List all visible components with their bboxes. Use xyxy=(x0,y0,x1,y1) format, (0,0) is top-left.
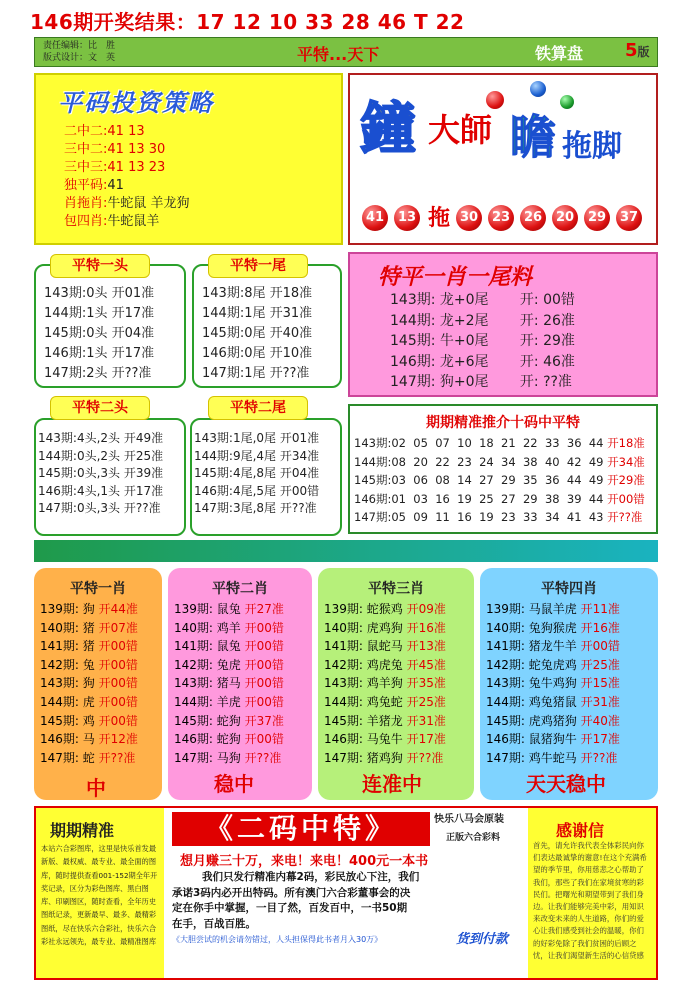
col-title: 平特二肖 xyxy=(212,581,268,597)
row: 139期: 狗 开44准 xyxy=(40,602,138,616)
row: 145期:4尾,8尾 开04准 xyxy=(194,466,320,480)
logo-decor-ball-red xyxy=(486,91,504,109)
row: 140期: 鸡羊 开00错 xyxy=(174,620,284,635)
row: 147期:0头,3头 开??准 xyxy=(38,501,161,515)
row: 147期:05 09 11 16 19 23 33 34 41 43 开??准 xyxy=(354,510,643,524)
row: 139期: 鼠兔 开27准 xyxy=(174,602,284,616)
bottom-ad-section xyxy=(34,806,658,980)
col-footer: 天天稳中 xyxy=(526,772,606,796)
strategy-row: 二中二:41 13 xyxy=(64,124,145,139)
row: 145期:0尾 开40准 xyxy=(202,326,313,341)
row: 144期: 龙+2尾 开: 26准 xyxy=(390,312,575,329)
row: 143期:8尾 开18准 xyxy=(202,286,313,301)
logo-ball: 13 xyxy=(394,205,420,231)
row: 147期:1尾 开??准 xyxy=(202,366,310,381)
row: 142期: 蛇兔虎鸡 开25准 xyxy=(486,657,620,672)
logo-ball: 37 xyxy=(616,205,642,231)
col-footer: 稳中 xyxy=(214,772,254,796)
row: 142期: 鸡虎兔 开45准 xyxy=(324,657,446,672)
zodiac-col-1 xyxy=(34,568,162,800)
pt2w-rows xyxy=(194,430,319,518)
logo-tuo-label: 拖 xyxy=(428,206,451,231)
tpyx-rows xyxy=(390,290,575,393)
bottom-left-text: 本站六合彩图库，这里是快乐首发最新版、最权威、最专业、最全面的图库，随时提供查看001-152期全年开奖记录，区分为彩色图库、黑白图库、印刷图区，随时查看，全年历史图纸记录，更新最早、最多、最精彩图纸，尽在快乐六合彩社，快乐六合彩社永远领先，最专业、最精准图库 xyxy=(41,844,158,947)
row: 144期: 虎 开00错 xyxy=(40,694,138,709)
ad-tag: 快乐八马会原装 xyxy=(434,814,504,825)
row: 142期: 兔 开00错 xyxy=(40,657,138,672)
row: 145期: 鸡 开00错 xyxy=(40,713,138,728)
ptyt-title: 平特一头 xyxy=(50,254,150,278)
logo-ball: 30 xyxy=(456,205,482,231)
row: 147期: 狗+0尾 开: ??准 xyxy=(390,374,572,390)
logo-decor-ball-green xyxy=(560,95,574,109)
col-footer: 连准中 xyxy=(362,772,422,796)
pt2t-title: 平特二头 xyxy=(50,396,150,420)
row: 139期: 马鼠羊虎 开11准 xyxy=(486,602,620,616)
row: 146期:4尾,5尾 开00错 xyxy=(194,483,320,498)
row: 143期:4头,2头 开49准 xyxy=(38,431,164,445)
tpyx-title: 特平一肖一尾料 xyxy=(378,265,533,290)
row: 144期: 羊虎 开00错 xyxy=(174,694,284,709)
row: 140期: 虎鸡狗 开16准 xyxy=(324,620,446,635)
logo-ball: 20 xyxy=(552,205,578,231)
row: 145期: 蛇狗 开37准 xyxy=(174,713,284,728)
divider-band xyxy=(34,540,658,562)
zodiac-col-4 xyxy=(480,568,658,800)
row: 144期:08 20 22 23 24 34 38 40 42 49 开34准 xyxy=(354,454,645,469)
row: 143期: 狗 开00错 xyxy=(40,676,138,691)
editor-credits: 责任编辑：比 胜 版式设计：文 英 xyxy=(43,41,116,63)
row: 146期:4头,1头 开17准 xyxy=(38,483,164,498)
row: 141期: 鼠兔 开00错 xyxy=(174,639,284,654)
col-rows xyxy=(324,600,446,767)
col-title: 平特一肖 xyxy=(70,581,126,597)
row: 143期: 猪马 开00错 xyxy=(174,676,284,691)
row: 145期:0头 开04准 xyxy=(44,326,155,341)
col-rows xyxy=(174,600,284,767)
row: 144期:1尾 开31准 xyxy=(202,306,313,321)
row: 143期:1尾,0尾 开01准 xyxy=(194,431,320,445)
header-center-title: 平特...天下 xyxy=(297,45,380,64)
row: 144期:1头 开17准 xyxy=(44,306,155,321)
bottom-left-panel xyxy=(36,808,164,978)
header-bar xyxy=(34,37,658,67)
row: 145期: 羊猪龙 开31准 xyxy=(324,713,446,728)
logo-decor-ball-blue xyxy=(530,81,546,97)
ptyw-rows xyxy=(202,284,312,384)
pt2t-rows xyxy=(38,430,163,518)
strategy-row: 包四肖:牛蛇鼠羊 xyxy=(64,214,160,229)
bottom-right-panel xyxy=(528,808,656,978)
pt2w-title: 平特二尾 xyxy=(208,396,308,420)
row: 147期: 猪鸡狗 开??准 xyxy=(324,750,444,765)
row: 139期: 蛇猴鸡 开09准 xyxy=(324,602,446,616)
row: 147期: 鸡牛蛇马 开??准 xyxy=(486,750,618,765)
row: 140期: 兔狗猴虎 开16准 xyxy=(486,620,620,635)
bottom-left-title: 期期精准 xyxy=(50,821,115,840)
ad-slogan: 想月赚三十万，来电！来电！400元一本书 xyxy=(180,854,429,869)
col-rows xyxy=(486,600,620,767)
cod-label: 货到付款 xyxy=(456,932,509,947)
ad-headline: 《二码中特》 xyxy=(172,812,430,846)
row: 145期: 虎鸡猪狗 开40准 xyxy=(486,713,620,728)
col-title: 平特三肖 xyxy=(368,581,424,597)
header-right-title: 铁算盘 xyxy=(535,44,584,63)
col-title: 平特四肖 xyxy=(541,581,597,597)
row: 146期: 马兔牛 开17准 xyxy=(324,732,446,747)
row: 147期: 蛇 开??准 xyxy=(40,750,136,765)
thanks-title: 感谢信 xyxy=(556,821,605,840)
logo-ball: 23 xyxy=(488,205,514,231)
strategy-row: 三中三:41 13 23 xyxy=(64,160,166,175)
ptyt-rows xyxy=(44,284,154,384)
row: 145期: 牛+0尾 开: 29准 xyxy=(390,333,575,349)
tpyx-box xyxy=(348,252,658,397)
row: 141期: 鼠蛇马 开13准 xyxy=(324,639,446,654)
row: 146期:1头 开17准 xyxy=(44,346,155,361)
row: 147期: 马狗 开??准 xyxy=(174,750,282,765)
draw-result-headline: 146期开奖结果：17 12 10 33 28 46 T 22 xyxy=(30,10,465,34)
page-version: 5版 xyxy=(625,40,650,61)
ten-code-title: 期期精准推介十码中平特 xyxy=(426,415,580,431)
row: 143期: 龙+0尾 开: 00错 xyxy=(390,292,575,308)
strategy-row: 肖拖肖:牛蛇鼠 羊龙狗 xyxy=(64,196,190,211)
row: 141期: 猪龙牛羊 开00错 xyxy=(486,639,620,654)
bottom-middle-panel xyxy=(166,808,526,978)
row: 146期: 龙+6尾 开: 46准 xyxy=(390,353,575,370)
row: 146期:01 03 16 19 25 27 29 38 39 44 开00错 xyxy=(354,491,645,506)
ad-tag-2: 正版六合彩料 xyxy=(446,833,501,843)
row: 147期:3尾,8尾 开??准 xyxy=(194,501,317,515)
row: 145期:0头,3头 开39准 xyxy=(38,466,164,480)
row: 143期:02 05 07 10 18 21 22 33 36 44 开18准 xyxy=(354,436,645,450)
row: 145期:03 06 08 14 27 29 35 36 44 49 开29准 xyxy=(354,473,645,487)
row: 146期: 蛇狗 开00错 xyxy=(174,732,284,747)
logo-ball: 29 xyxy=(584,205,610,231)
ten-code-box xyxy=(348,404,658,534)
row: 144期:0头,2头 开25准 xyxy=(38,448,164,463)
row: 146期: 马 开12准 xyxy=(40,732,138,747)
row: 141期: 猪 开00错 xyxy=(40,639,138,654)
logo-ball: 41 xyxy=(362,205,388,231)
logo-char-dashi: 大師 xyxy=(428,111,493,149)
logo-char-zhong: 鐘 xyxy=(360,97,416,162)
row: 144期: 鸡兔蛇 开25准 xyxy=(324,694,446,709)
row: 147期:2头 开??准 xyxy=(44,366,152,381)
ad-paragraph: 我们只发行精准内幕2码，彩民放心下注，我们 承诺3码内必开出特码。所有澳门六合彩董事会的决 定在你手中掌握，一目了然，百发百中，一书50期 在手，百战百胜。 xyxy=(172,871,420,930)
row: 144期:9尾,4尾 开34准 xyxy=(194,448,320,463)
ten-code-rows xyxy=(354,434,645,527)
row: 146期:0尾 开10准 xyxy=(202,346,313,361)
strategy-rows xyxy=(64,123,190,231)
row: 143期:0头 开01准 xyxy=(44,286,155,301)
logo-char-tuojiao: 拖脚 xyxy=(562,129,622,164)
zodiac-col-2 xyxy=(168,568,312,800)
col-footer: 中 xyxy=(86,776,106,800)
ad-note: 《大胆尝试的机会请勿错过，人头担保得此书者月入30万》 xyxy=(172,935,383,944)
logo-ball: 26 xyxy=(520,205,546,231)
logo-char-zhan: 瞻 xyxy=(510,110,556,164)
master-logo-box xyxy=(348,73,658,245)
zodiac-col-3 xyxy=(318,568,474,800)
strategy-box xyxy=(34,73,343,245)
row: 140期: 猪 开07准 xyxy=(40,620,138,635)
ptyw-title: 平特一尾 xyxy=(208,254,308,278)
thanks-text: 首先，请允许我代表全体彩民向你们表达最诚挚的谢意!在这个充满希望的季节里，你用慈悲之心帮助了我们，那些了我们在家境贫寒的彩民们。把曙光和期望带到了我们身边。让我们能够完美中彩，用知识来改变未来的人生道路，你们的爱心让我们感受到社会的温暖，你们的好彩免除了我们贫困的后顾之忧，让我们渴望新生活的心信贷感 xyxy=(533,841,647,960)
strategy-row: 三中二:41 13 30 xyxy=(64,142,166,157)
row: 146期: 鼠猪狗牛 开17准 xyxy=(486,732,620,747)
strategy-row: 独平码:41 xyxy=(64,178,124,193)
row: 143期: 兔牛鸡狗 开15准 xyxy=(486,676,620,691)
row: 143期: 鸡羊狗 开35准 xyxy=(324,676,446,691)
row: 144期: 鸡兔猪鼠 开31准 xyxy=(486,694,620,709)
strategy-title: 平码投资策略 xyxy=(58,89,214,117)
col-rows xyxy=(40,600,138,767)
row: 142期: 兔虎 开00错 xyxy=(174,657,284,672)
